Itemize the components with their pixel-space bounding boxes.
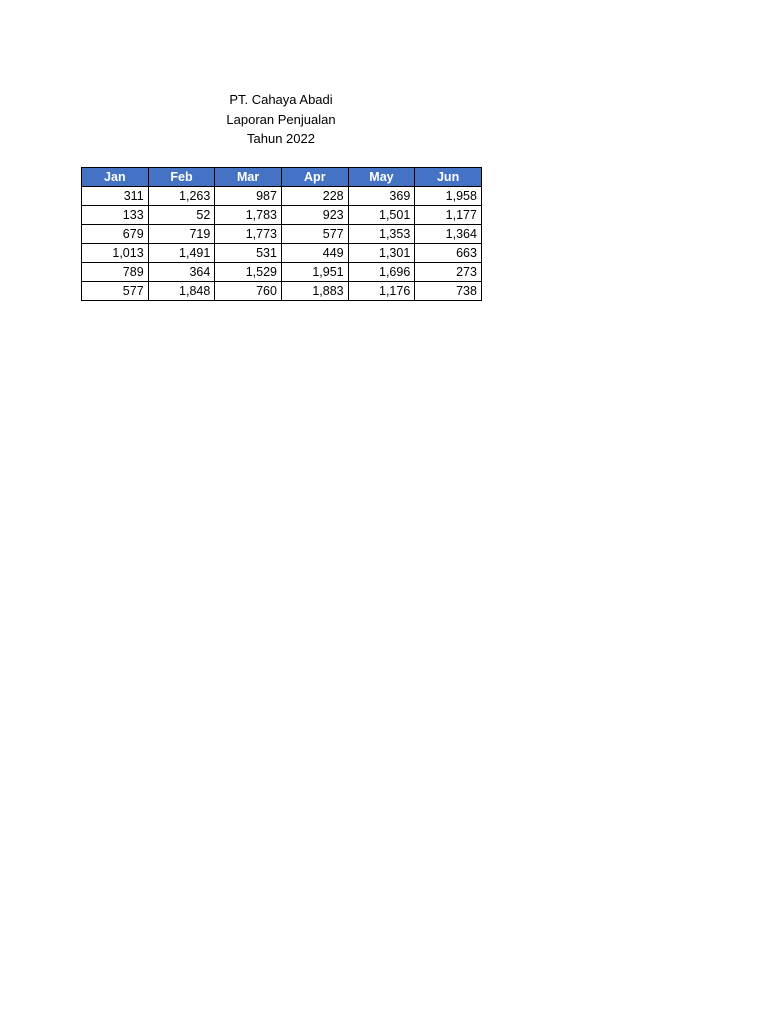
- table-cell: 1,176: [348, 282, 415, 301]
- table-cell: 760: [215, 282, 282, 301]
- table-row: [82, 225, 482, 244]
- table-row: [82, 206, 482, 225]
- table-cell: 1,364: [415, 225, 482, 244]
- table-cell: 1,301: [348, 244, 415, 263]
- table-cell: 1,177: [415, 206, 482, 225]
- table-cell: 369: [348, 187, 415, 206]
- table-cell: 449: [281, 244, 348, 263]
- table-cell: 1,783: [215, 206, 282, 225]
- table-row: [82, 282, 482, 301]
- report-header: [181, 90, 381, 149]
- table-cell: 1,013: [82, 244, 149, 263]
- table-cell: 1,958: [415, 187, 482, 206]
- column-header-jun: Jun: [415, 168, 482, 187]
- column-header-feb: Feb: [148, 168, 215, 187]
- table-cell: 1,696: [348, 263, 415, 282]
- table-row: [82, 263, 482, 282]
- table-cell: 311: [82, 187, 149, 206]
- table-header-row: [82, 168, 482, 187]
- table-cell: 1,501: [348, 206, 415, 225]
- report-title: Laporan Penjualan: [226, 111, 336, 127]
- table-cell: 273: [415, 263, 482, 282]
- table-row: [82, 187, 482, 206]
- table-cell: 1,529: [215, 263, 282, 282]
- table-cell: 228: [281, 187, 348, 206]
- table-cell: 133: [82, 206, 149, 225]
- sales-table: [81, 167, 482, 301]
- table-cell: 1,263: [148, 187, 215, 206]
- table-cell: 577: [82, 282, 149, 301]
- table-cell: 364: [148, 263, 215, 282]
- table-cell: 923: [281, 206, 348, 225]
- table-cell: 1,353: [348, 225, 415, 244]
- table-cell: 1,951: [281, 263, 348, 282]
- report-period: Tahun 2022: [247, 131, 315, 146]
- table-cell: 531: [215, 244, 282, 263]
- table-cell: 679: [82, 225, 149, 244]
- table-cell: 987: [215, 187, 282, 206]
- table-cell: 719: [148, 225, 215, 244]
- column-header-apr: Apr: [281, 168, 348, 187]
- table-cell: 1,848: [148, 282, 215, 301]
- table-cell: 738: [415, 282, 482, 301]
- table-cell: 789: [82, 263, 149, 282]
- column-header-jan: Jan: [82, 168, 149, 187]
- table-cell: 1,773: [215, 225, 282, 244]
- table-cell: 52: [148, 206, 215, 225]
- table-cell: 1,491: [148, 244, 215, 263]
- table-cell: 663: [415, 244, 482, 263]
- table-row: [82, 244, 482, 263]
- table-cell: 577: [281, 225, 348, 244]
- company-name: PT. Cahaya Abadi: [229, 92, 333, 107]
- column-header-may: May: [348, 168, 415, 187]
- column-header-mar: Mar: [215, 168, 282, 187]
- table-cell: 1,883: [281, 282, 348, 301]
